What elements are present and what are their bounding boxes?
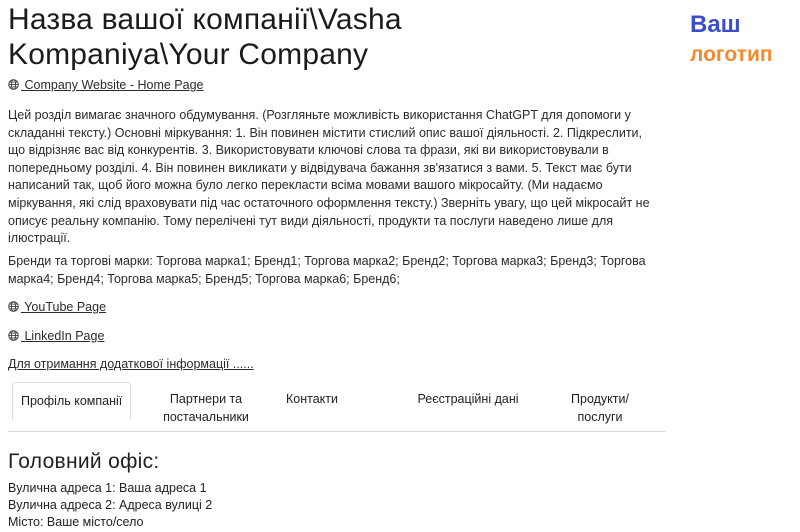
more-info-link[interactable]: Для отримання додаткової інформації ...... [8, 357, 254, 371]
tab-products-services[interactable]: Продукти/ послуги [571, 392, 629, 424]
youtube-label: YouTube Page [21, 300, 107, 314]
tab-company-profile[interactable]: Профіль компанії [12, 382, 131, 420]
globe-icon [8, 301, 19, 312]
tab-contacts[interactable]: Контакти [286, 392, 338, 406]
street-address-1: Вулична адреса 1: Ваша адреса 1 [8, 481, 207, 495]
company-website-label: Company Website - Home Page [21, 78, 204, 92]
head-office-heading: Головний офіс: [8, 450, 160, 473]
logo-line-2: логотип [690, 43, 773, 66]
company-logo [690, 10, 773, 70]
company-tabs [8, 380, 666, 432]
linkedin-label: LinkedIn Page [21, 329, 105, 343]
tab-partners-suppliers[interactable]: Партнери та постачальники [163, 392, 249, 424]
brands-list: Бренди та торгові марки: Торгова марка1; Бренд1; Торгова марка2; Бренд2; Торгова марка3; Бренд3; Торгова марка4; Бренд4; Торгова марка5; Бренд5; Торгова марка6; Бренд6; [8, 254, 646, 286]
company-description: Цей розділ вимагає значного обдумування. (Розгляньте можливість використання ChatGPT для допомоги у складанні тексту.) Основні міркування: 1. Він повинен містити стислий опис вашої діяльності. 2. Підкреслити, що відрізняє вас від конкурентів. 3. Використовувати ключові слова та фрази, які ви використовували в попередньому розділі. 4. Він повинен викликати у відвідувача бажання зв'язатися з вами. 5. Текст має бути написаний так, щоб його можна було легко перекласти всіма мовами вашого мікросайту. (Ми надаємо міркування, які слід враховувати під час остаточного оформлення тексту.) Зверніть увагу, що цей мікросайт не описує реальну компанію. Тому перелічені тут види діяльності, продукти та послуги наведено лише для ілюстрації. [8, 108, 650, 246]
globe-icon [8, 79, 19, 90]
tab-registration-data[interactable]: Реєстраційні дані [417, 392, 519, 406]
company-website-link[interactable] [8, 78, 204, 92]
globe-icon [8, 330, 19, 341]
logo-line-1: Ваш [690, 11, 741, 38]
street-address-2: Вулична адреса 2: Адреса вулиці 2 [8, 498, 213, 512]
company-title: Назва вашої компанії\Vasha Kompaniya\Your Company [8, 3, 402, 71]
youtube-link[interactable] [8, 300, 106, 314]
city-address: Місто: Ваше місто/село [8, 515, 144, 529]
linkedin-link[interactable] [8, 329, 104, 343]
